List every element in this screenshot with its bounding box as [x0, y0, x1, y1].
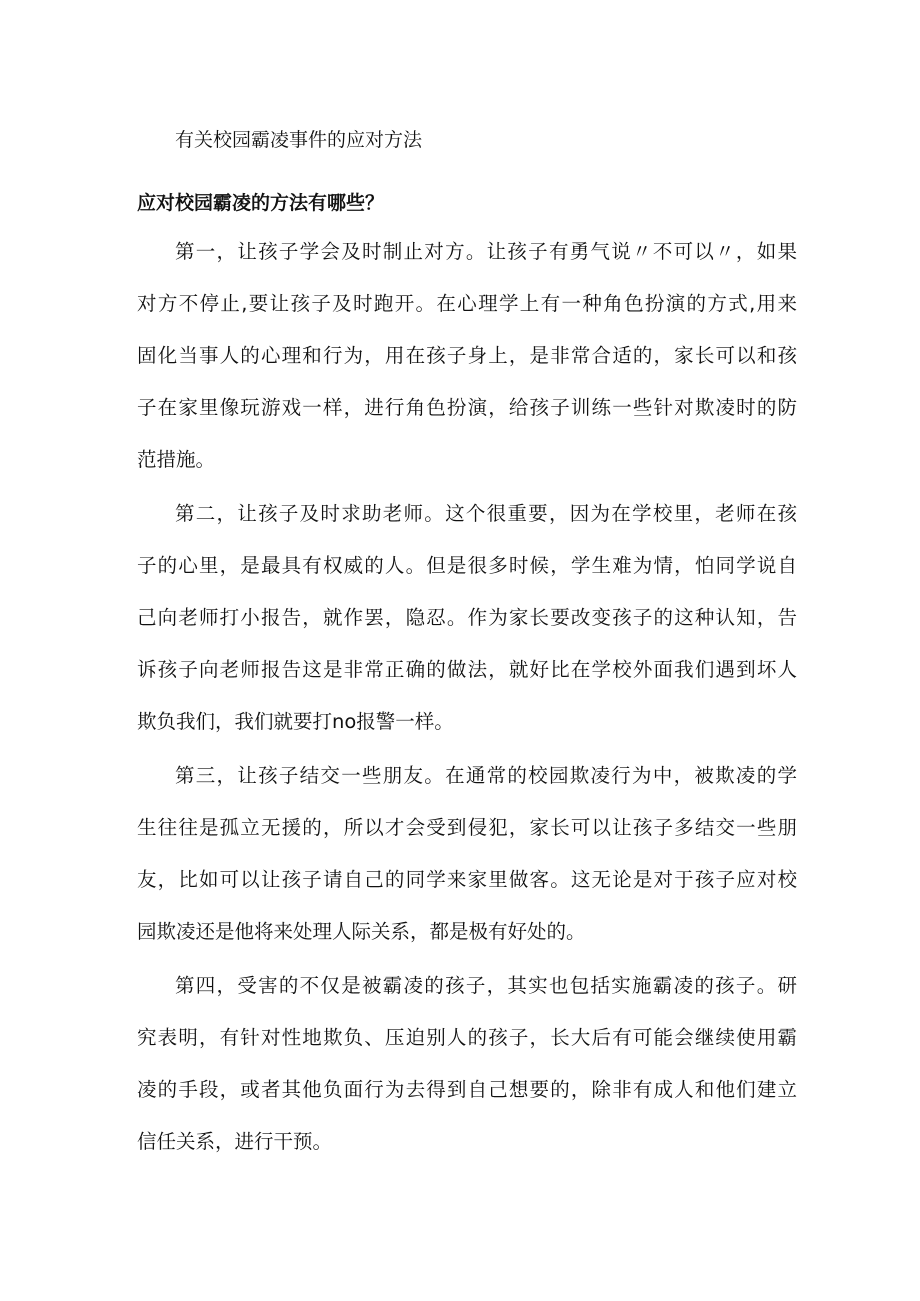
paragraph-line: 第三，让孩子结交一些朋友。在通常的校园欺凌行为中，被欺凌的学 [175, 764, 797, 787]
paragraph-line: 子的心里，是最具有权威的人。但是很多时候，学生难为情，怕同学说自 [137, 554, 797, 577]
paragraph-line: 第一，让孩子学会及时制止对方。让孩子有勇气说〃不可以〃，如果 [175, 240, 797, 263]
paragraph-line: 固化当事人的心理和行为，用在孩子身上，是非常合适的，家长可以和孩 [137, 344, 797, 367]
paragraph-line: 己向老师打小报告，就作罢，隐忍。作为家长要改变孩子的这种认知，告 [137, 606, 797, 629]
paragraph-line: 欺负我们，我们就要打no报警一样。 [137, 710, 454, 733]
paragraph-line: 对方不停止,要让孩子及时跑开。在心理学上有一种角色扮演的方式,用来 [137, 292, 797, 315]
paragraph-1 [137, 236, 797, 496]
paragraph-line: 友，比如可以让孩子请自己的同学来家里做客。这无论是对于孩子应对校 [137, 868, 797, 891]
paragraph-line: 子在家里像玩游戏一样，进行角色扮演，给孩子训练一些针对欺凌时的防 [137, 396, 797, 419]
paragraph-line: 诉孩子向老师报告这是非常正确的做法，就好比在学校外面我们遇到坏人 [137, 658, 797, 681]
paragraph-line: 园欺凌还是他将来处理人际关系，都是极有好处的。 [137, 920, 586, 943]
paragraph-line: 究表明，有针对性地欺负、压迫别人的孩子，长大后有可能会继续使用霸 [137, 1026, 797, 1049]
paragraph-line: 范措施。 [137, 448, 216, 471]
paragraph-line: 生往往是孤立无援的，所以才会受到侵犯，家长可以让孩子多结交一些朋 [137, 816, 797, 839]
paragraph-4 [137, 970, 797, 1178]
paragraph-line: 凌的手段，或者其他负面行为去得到自己想要的，除非有成人和他们建立 [137, 1078, 797, 1101]
paragraph-2 [137, 498, 797, 758]
paragraph-line: 信任关系，进行干预。 [137, 1130, 333, 1153]
paragraph-line: 第四，受害的不仅是被霸凌的孩子，其实也包括实施霸凌的孩子。研 [175, 974, 797, 997]
document-title: 有关校园霸凌事件的应对方法 [175, 129, 423, 151]
paragraph-3 [137, 760, 797, 968]
paragraph-line: 第二，让孩子及时求助老师。这个很重要，因为在学校里，老师在孩 [175, 502, 797, 525]
section-heading: 应对校园霸凌的方法有哪些？ [137, 192, 385, 214]
